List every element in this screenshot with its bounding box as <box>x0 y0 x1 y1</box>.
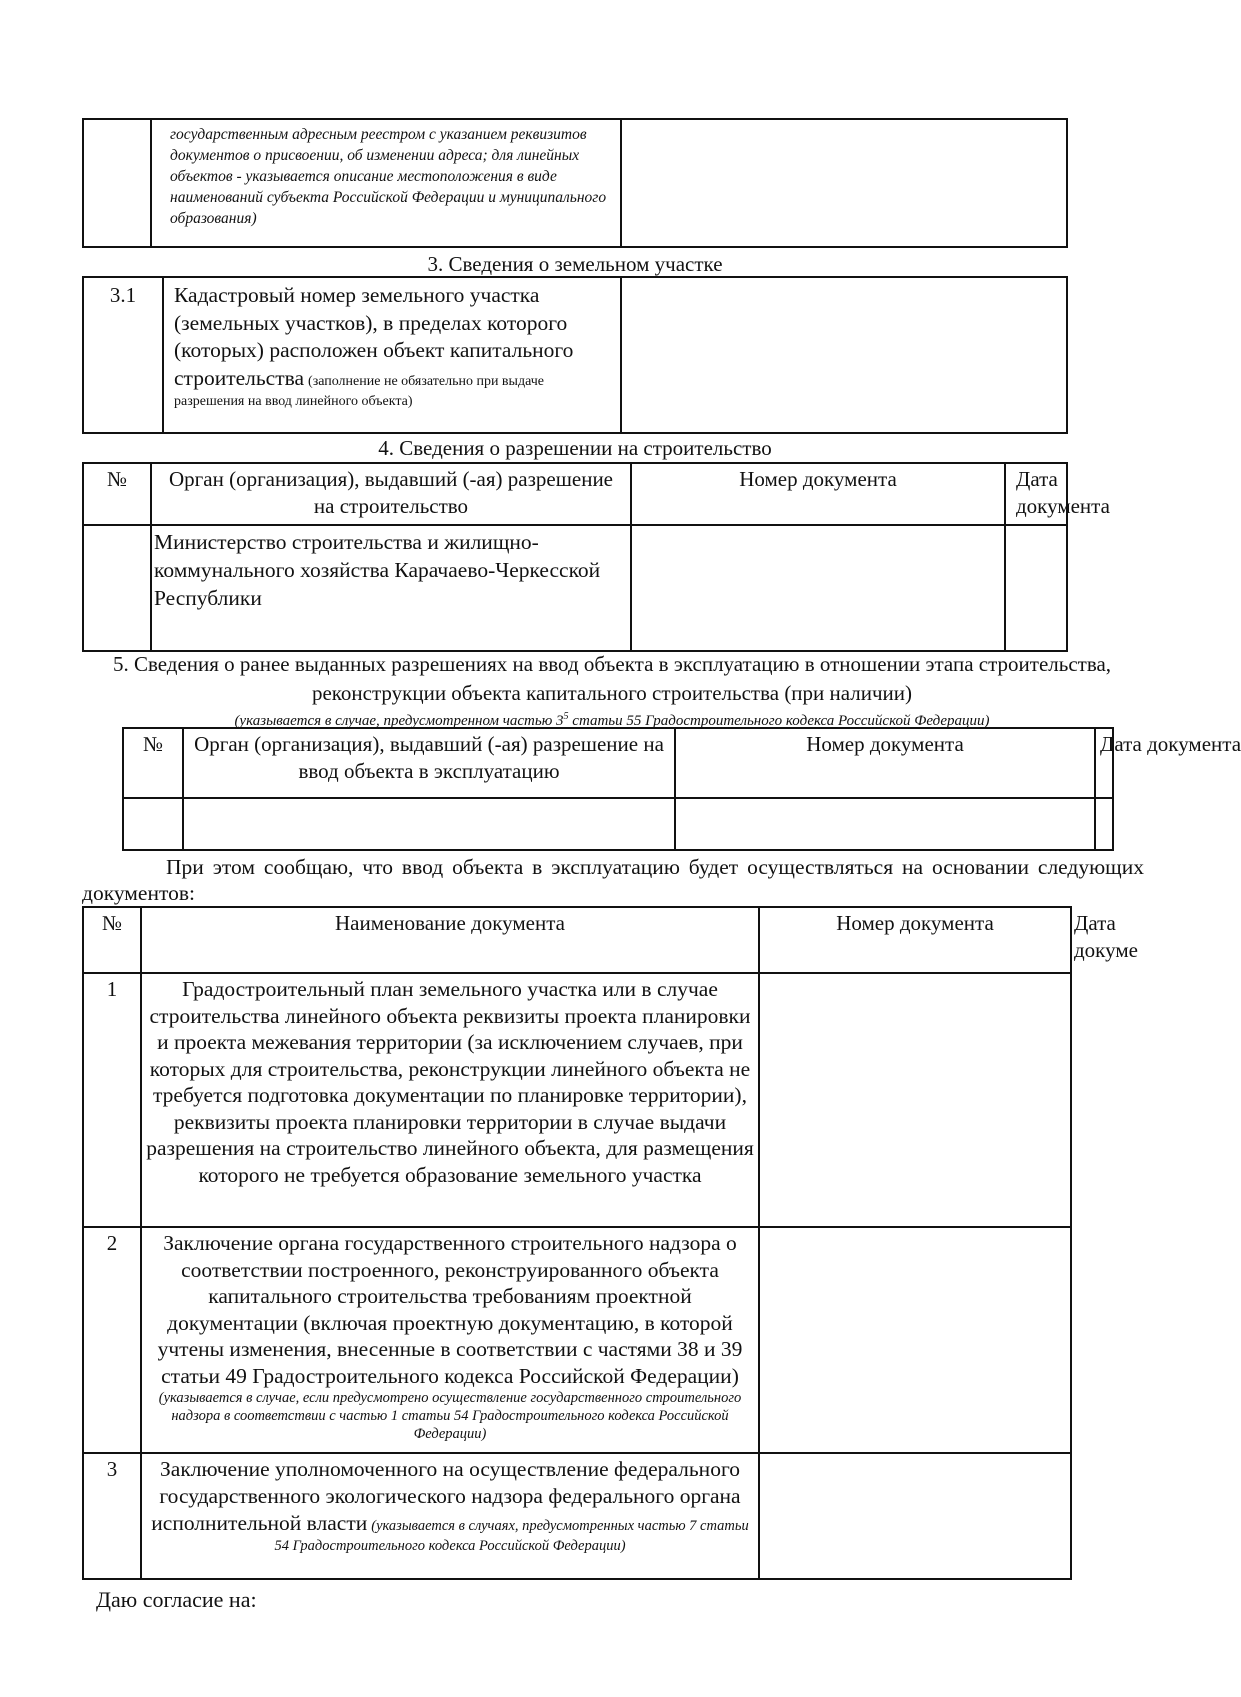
row-document-name: Градостроительный план земельного участка или в случае строительства линейного объекта реквизиты проекта планировки и проекта межевания территории (за исключением случаев, при которых для строительства, реконструкции линейного объекта не требуется подготовка документации по планировке территории), реквизиты проекта планировки территории в случае выдачи разрешения на строительство линейного объекта, для размещения которого не требуется образование земельного участка <box>141 973 759 1227</box>
cadastral-value-cell <box>621 277 1067 433</box>
basis-documents-table: № Наименование документа Номер документа Дата докуме 1 Градостроительный план земельного участка или в случае строительства линейного объекта реквизиты проекта планировки и проекта межевания территории (за исключением случаев, при которых для строительства, реконструкции линейного объекта не требуется подготовка документации по планировке территории), реквизиты проекта планировки территории в случае выдачи разрешения на строительство линейного объекта, для размещения которого не требуется образование земельного участка 2 Заключение органа государственного строительного надзора о соответствии построенного, реконструированного объекта капитального строительства требованиям проектной документации (включая проектную документацию, в которой учтены изменения, внесенные в соответствии с частями 38 и 39 статьи 49 Градостроительного кодекса Российской Федерации) (указывается в случае, если предусмотрено осуществление государственного строительного надзора в соответствии с частью 1 статьи 54 Градостроительного кодекса Российской Федерации) 3 Заключение уполномоченного на осуществление федерального государственного экологического надзора федерального органа исполнительной власти (указывается в случаях, предусмотренных частью 7 статьи 54 Градостроительного кодекса Российской Федерации) <box>82 906 1072 1580</box>
section5-title: 5. Сведения о ранее выданных разрешениях на ввод объекта в эксплуатацию в отношении этапа строительства, реконструкции объекта капитального строительства (при наличии) <box>112 652 1112 705</box>
section4-title: 4. Сведения о разрешении на строительство <box>378 436 772 460</box>
header-date: Дата документа <box>1095 728 1113 798</box>
row-num: 2 <box>83 1227 141 1453</box>
address-value-cell <box>621 119 1067 247</box>
section5-note-sup: 5 <box>563 711 569 722</box>
row-num: 3 <box>83 1453 141 1579</box>
header-num: № <box>83 463 151 525</box>
cadastral-label: Кадастровый номер земельного участка (земельных участков), в пределах которого (которых) расположен объект капитального строительства <box>174 283 574 390</box>
address-continuation-table <box>82 118 1068 248</box>
issuing-organ: Министерство строительства и жилищно-коммунального хозяйства Карачаево-Черкесской Республики <box>151 525 631 651</box>
cadastral-label-cell <box>163 277 621 433</box>
row-number-cell <box>759 1227 1071 1453</box>
header-date: Дата документа <box>1005 463 1067 525</box>
row-document-note: (указывается в случае, если предусмотрено осуществление государственного строительного надзора в соответствии с частью 1 статьи 54 Градостроительного кодекса Российской Федерации) <box>158 1390 742 1442</box>
num-cell <box>83 525 151 651</box>
header-name: Наименование документа <box>141 907 759 973</box>
header-organ: Орган (организация), выдавший (-ая) разрешение на ввод объекта в эксплуатацию <box>183 728 675 798</box>
header-organ: Орган (организация), выдавший (-ая) разрешение на строительство <box>151 463 631 525</box>
address-description-cell <box>151 119 621 247</box>
construction-permit-table <box>82 462 1110 652</box>
organ-cell <box>183 798 675 850</box>
address-description-text: государственным адресным реестром с указанием реквизитов документов о присвоении, об изменении адреса; для линейных объектов - указывается описание местоположения в виде наименований субъекта Российской Федерации и муниципального образования) <box>170 126 607 227</box>
header-num: № <box>123 728 183 798</box>
header-num: № <box>83 907 141 973</box>
row-document-name-cell <box>141 1227 759 1453</box>
previous-permits-table <box>122 727 1241 851</box>
section3-title: 3. Сведения о земельном участке <box>427 252 723 276</box>
header-number: Номер документа <box>631 463 1005 525</box>
row-document-name-cell <box>141 1453 759 1579</box>
num-cell <box>123 798 183 850</box>
land-plot-table <box>82 276 1068 434</box>
row-number-cell <box>759 973 1071 1227</box>
number-cell <box>675 798 1095 850</box>
header-number: Номер документа <box>675 728 1095 798</box>
section5-note-end: статьи 55 Градостроительного кодекса Российской Федерации) <box>568 713 990 729</box>
section5-note-start: (указывается в случае, предусмотренном частью 3 <box>234 713 564 729</box>
row-document-note: (указывается в случаях, предусмотренных частью 7 статьи 54 Градостроительного кодекса Российской Федерации) <box>274 1518 749 1554</box>
permit-date-cell <box>1005 525 1067 651</box>
date-cell <box>1095 798 1113 850</box>
basis-intro: При этом сообщаю, что ввод объекта в эксплуатацию будет осуществляться на основании следующих документов: <box>82 855 1144 905</box>
row-document-name: Заключение органа государственного строительного надзора о соответствии построенного, реконструированного объекта капитального строительства требованиям проектной документации (включая проектную документацию, в которой учтены изменения, внесенные в соответствии с частями 38 и 39 статьи 49 Градостроительного кодекса Российской Федерации) <box>157 1231 743 1388</box>
row-num: 1 <box>83 973 141 1227</box>
consent-label: Даю согласие на: <box>96 1587 257 1612</box>
header-number: Номер документа <box>759 907 1071 973</box>
row-document-name: Заключение уполномоченного на осуществление федерального государственного экологического надзора федерального органа исполнительной власти <box>151 1457 741 1535</box>
cadastral-note: (заполнение не обязательно при выдаче разрешения на ввод линейного объекта) <box>174 373 544 409</box>
row-number-cell <box>759 1453 1071 1579</box>
permit-number-cell <box>631 525 1005 651</box>
num-cell <box>83 119 151 247</box>
row-number: 3.1 <box>83 277 163 433</box>
